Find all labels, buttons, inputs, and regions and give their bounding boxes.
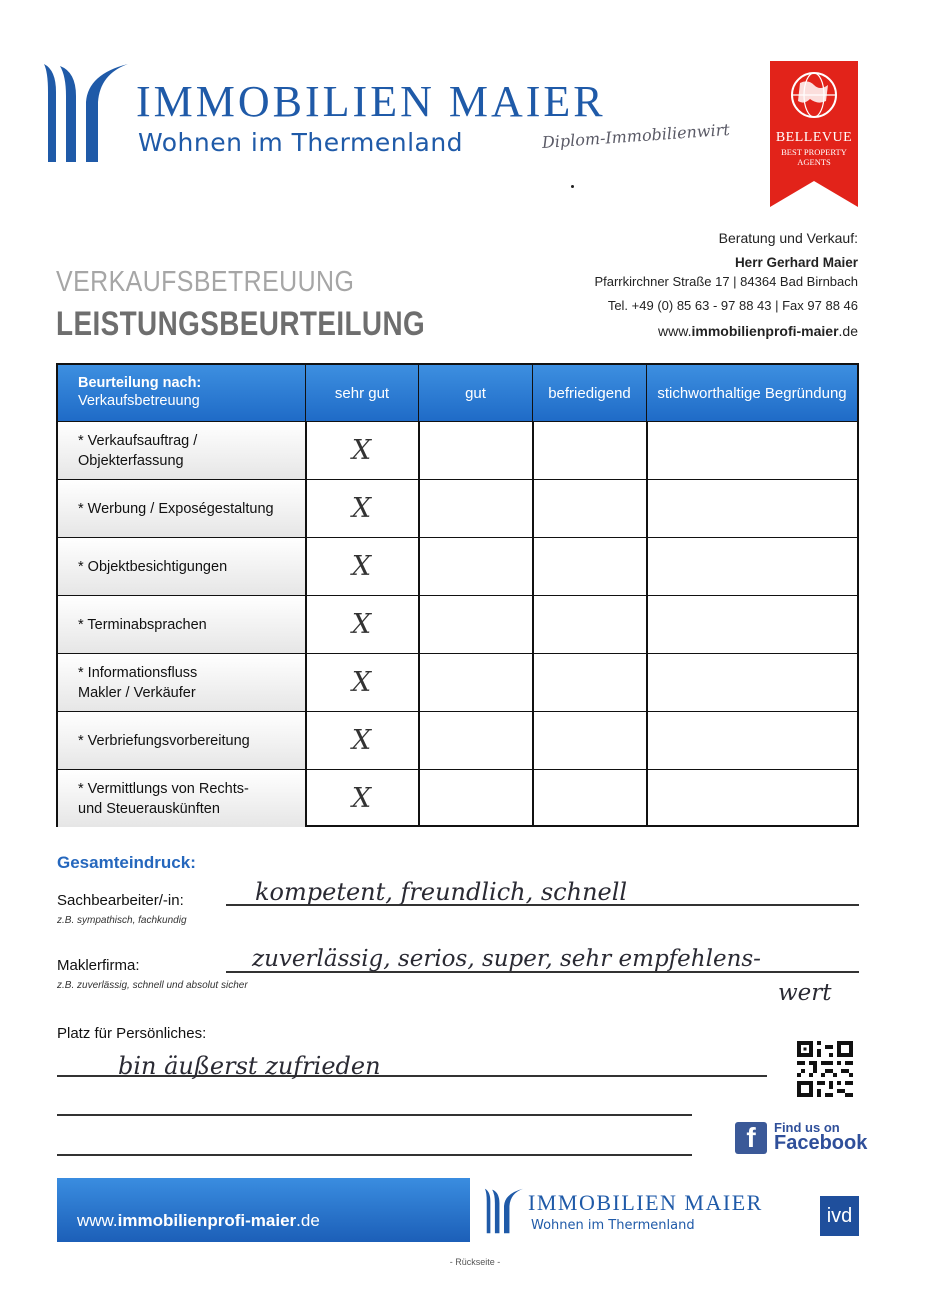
rating-mark-sehr-gut[interactable]: X — [351, 551, 372, 582]
badge-name: BELLEVUE — [775, 130, 853, 145]
header-criteria — [58, 365, 305, 421]
row-label-text: * Objektbesichtigungen — [78, 558, 228, 575]
contact-website[interactable] — [658, 323, 858, 339]
row-label — [58, 712, 305, 769]
table-row — [58, 653, 857, 711]
banner-web-suffix: .de — [296, 1211, 320, 1230]
table-row — [58, 769, 857, 827]
website-domain: immobilienprofi-maier — [691, 323, 839, 339]
footer-brand-subtitle: Wohnen im Thermenland — [531, 1218, 695, 1233]
section-title: VERKAUFSBETREUUNG — [56, 266, 355, 298]
bellevue-badge-text — [770, 130, 858, 167]
maklerfirma-label: Maklerfirma: — [57, 957, 140, 974]
column-header-begruendung: stichworthaltige Begründung — [646, 365, 857, 421]
qr-code-icon[interactable] — [797, 1041, 853, 1097]
row-label-text: * Verkaufsauftrag / Objekterfassung — [78, 432, 198, 469]
maklerfirma-hint: z.B. zuverlässig, schnell und absolut sicher — [57, 980, 248, 991]
footer-brand-title: IMMOBILIEN MAIER — [528, 1190, 763, 1215]
row-label — [58, 596, 305, 653]
brand-subtitle: Wohnen im Thermenland — [138, 128, 464, 157]
personal-answer: bin äußerst zufrieden — [118, 1052, 381, 1080]
contact-address: Pfarrkirchner Straße 17 | 84364 Bad Birnbach — [594, 274, 858, 289]
rating-table — [56, 363, 859, 827]
page-note: - Rückseite - — [449, 1257, 501, 1267]
rating-mark-sehr-gut[interactable]: X — [351, 609, 372, 640]
table-row — [58, 421, 857, 479]
banner-web-prefix: www. — [77, 1211, 118, 1230]
column-header-befriedigend: befriedigend — [532, 365, 646, 421]
website-banner[interactable] — [57, 1178, 470, 1242]
table-header — [58, 365, 857, 421]
badge-line2: AGENTS — [797, 157, 831, 167]
personal-line-2 — [57, 1114, 692, 1116]
handwritten-title: Diplom-Immobilienwirt — [541, 119, 731, 152]
column-divider — [532, 421, 534, 825]
contact-title: Beratung und Verkauf: — [718, 230, 858, 246]
brand-title: IMMOBILIEN MAIER — [136, 77, 606, 126]
header-line2: Verkaufsbetreuung — [78, 393, 200, 409]
company-logo-small-icon — [484, 1186, 524, 1236]
banner-website — [77, 1211, 320, 1231]
row-label — [58, 654, 305, 711]
website-prefix: www. — [658, 323, 692, 339]
page-title: LEISTUNGSBEURTEILUNG — [56, 305, 426, 343]
row-label-text: * Informationsfluss Makler / Verkäufer — [78, 664, 198, 701]
column-divider — [305, 421, 307, 825]
row-label — [58, 538, 305, 595]
stray-dot — [571, 185, 574, 188]
column-divider — [418, 421, 420, 825]
column-divider — [646, 421, 648, 825]
row-label-text: * Vermittlungs von Rechts- und Steuerauskünften — [78, 780, 249, 817]
rating-mark-sehr-gut[interactable]: X — [351, 725, 372, 756]
ivd-logo: ivd — [820, 1196, 859, 1236]
rating-mark-sehr-gut[interactable]: X — [351, 667, 372, 698]
rating-mark-sehr-gut[interactable]: X — [351, 783, 372, 814]
contact-name: Herr Gerhard Maier — [734, 255, 858, 270]
facebook-label: Facebook — [774, 1132, 868, 1154]
badge-line1: BEST PROPERTY — [781, 147, 847, 157]
banner-web-domain: immobilienprofi-maier — [117, 1211, 297, 1230]
personal-label: Platz für Persönliches: — [57, 1025, 207, 1042]
row-label-text: * Terminabsprachen — [78, 616, 207, 633]
rating-mark-sehr-gut[interactable]: X — [351, 493, 372, 524]
column-header-sehr-gut: sehr gut — [305, 365, 418, 421]
row-label-text: * Verbriefungsvorbereitung — [78, 732, 250, 749]
contact-phone: Tel. +49 (0) 85 63 - 97 88 43 | Fax 97 88 46 — [607, 298, 858, 313]
facebook-link[interactable] — [735, 1120, 868, 1156]
maklerfirma-answer: zuverlässig, serios, super, sehr empfehlens- — [252, 946, 761, 972]
row-label — [58, 480, 305, 537]
overall-heading: Gesamteindruck: — [57, 853, 196, 872]
table-row — [58, 711, 857, 769]
sachbearbeiter-label: Sachbearbeiter/-in: — [57, 892, 184, 909]
maklerfirma-answer-cont: wert — [778, 980, 832, 1006]
column-header-gut: gut — [418, 365, 532, 421]
table-row — [58, 479, 857, 537]
sachbearbeiter-answer: kompetent, freundlich, schnell — [255, 878, 628, 906]
personal-line-3 — [57, 1154, 692, 1156]
company-logo-icon — [42, 62, 130, 164]
row-label — [58, 770, 305, 827]
table-row — [58, 537, 857, 595]
rating-mark-sehr-gut[interactable]: X — [351, 435, 372, 466]
sachbearbeiter-hint: z.B. sympathisch, fachkundig — [57, 915, 187, 926]
header-line1: Beurteilung nach: — [78, 375, 202, 391]
facebook-find-us: Find us on — [774, 1120, 840, 1135]
row-label — [58, 422, 305, 479]
website-suffix: .de — [838, 323, 858, 339]
table-row — [58, 595, 857, 653]
row-label-text: * Werbung / Exposégestaltung — [78, 500, 274, 517]
facebook-icon: f — [735, 1122, 767, 1154]
